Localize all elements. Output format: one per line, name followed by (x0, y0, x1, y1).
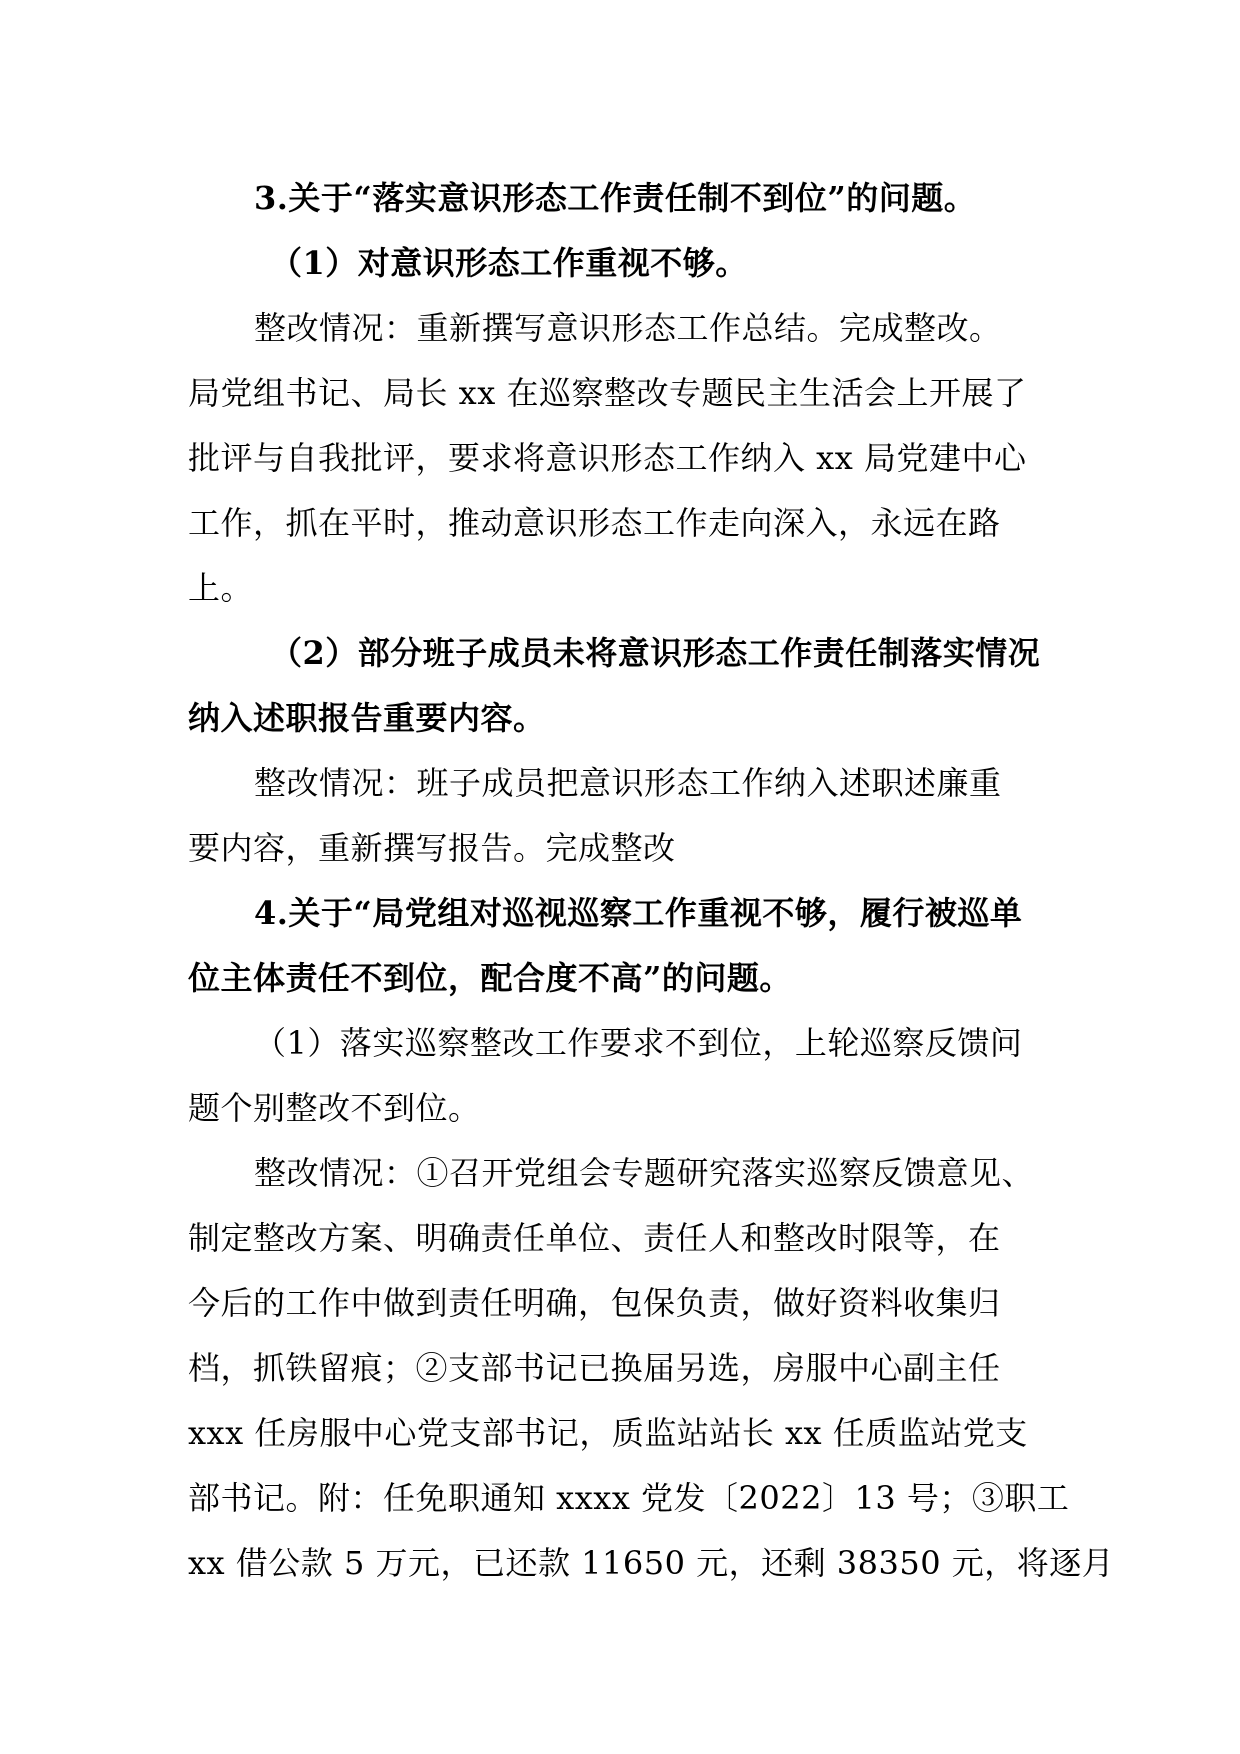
paragraph-line: 要内容，重新撰写报告。完成整改 (188, 829, 676, 867)
section-heading-4-continued: 位主体责任不到位，配合度不高”的问题。 (188, 959, 792, 997)
paragraph-line: 档，抓铁留痕；②支部书记已换届另选，房服中心副主任 (188, 1349, 1001, 1387)
paragraph-line: 局党组书记、局长 xx 在巡察整改专题民主生活会上开展了 (188, 374, 1027, 412)
paragraph-line: （1）落实巡察整改工作要求不到位，上轮巡察反馈问 (254, 1024, 1023, 1062)
section-heading-4: 4.关于“局党组对巡视巡察工作重视不够，履行被巡单 (254, 894, 1023, 932)
subsection-heading: （2）部分班子成员未将意识形态工作责任制落实情况 (270, 634, 1041, 672)
section-heading-3: 3.关于“落实意识形态工作责任制不到位”的问题。 (254, 179, 977, 217)
document-body (188, 166, 1115, 1596)
subsection-heading: （1）对意识形态工作重视不够。 (270, 244, 748, 282)
paragraph-line: xxx 任房服中心党支部书记，质监站站长 xx 任质监站党支 (188, 1414, 1028, 1452)
subsection-heading-continued: 纳入述职报告重要内容。 (188, 699, 546, 737)
paragraph-line: 工作，抓在平时，推动意识形态工作走向深入，永远在路 (188, 504, 1001, 542)
paragraph-line: 今后的工作中做到责任明确，包保负责，做好资料收集归 (188, 1284, 1001, 1322)
paragraph-line: 批评与自我批评，要求将意识形态工作纳入 xx 局党建中心 (188, 439, 1027, 477)
paragraph-line: 整改情况：班子成员把意识形态工作纳入述职述廉重 (254, 764, 1002, 802)
paragraph-line: 整改情况：①召开党组会专题研究落实巡察反馈意见、 (254, 1154, 1035, 1192)
paragraph-line: 部书记。附：任免职通知 xxxx 党发〔2022〕13 号；③职工 (188, 1479, 1070, 1517)
paragraph-line: 制定整改方案、明确责任单位、责任人和整改时限等，在 (188, 1219, 1001, 1257)
paragraph-line: 整改情况：重新撰写意识形态工作总结。完成整改。 (254, 309, 1002, 347)
paragraph-line: 上。 (188, 569, 254, 607)
paragraph-line: 题个别整改不到位。 (188, 1089, 481, 1127)
paragraph-line: xx 借公款 5 万元，已还款 11650 元，还剩 38350 元，将逐月 (188, 1544, 1115, 1582)
